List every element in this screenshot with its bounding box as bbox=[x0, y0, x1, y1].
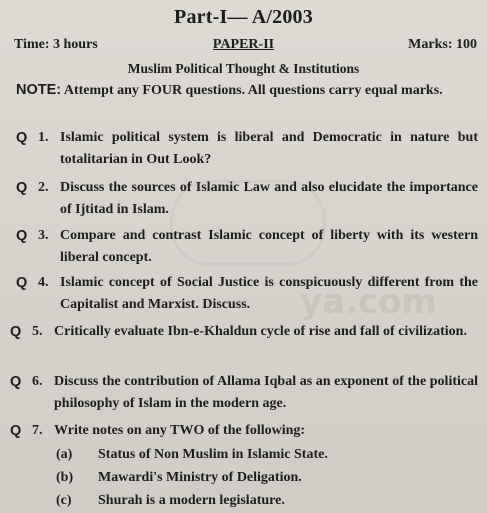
question-number: 7. bbox=[32, 423, 43, 438]
question-number: 3. bbox=[38, 228, 49, 243]
subject-title: Muslim Political Thought & Institutions bbox=[127, 61, 360, 76]
question-marker: Q bbox=[16, 275, 28, 291]
subpart-label: (c) bbox=[56, 493, 72, 508]
question-number: 2. bbox=[38, 180, 49, 195]
page-title: Part-I— A/2003 bbox=[174, 6, 313, 28]
subpart-text: Mawardi's Ministry of Deligation. bbox=[98, 470, 302, 485]
question-number: 4. bbox=[38, 275, 49, 290]
question-7 bbox=[10, 420, 478, 442]
question-text: Compare and contrast Islamic concept of liberty with its western liberal concept. bbox=[60, 228, 478, 265]
question-5 bbox=[10, 321, 478, 343]
subpart-text: Shurah is a modern legislature. bbox=[98, 493, 285, 508]
question-marker: Q bbox=[10, 324, 22, 340]
note-label: NOTE: bbox=[16, 82, 62, 98]
question-marker: Q bbox=[16, 228, 28, 244]
subpart-label: (b) bbox=[56, 470, 74, 485]
question-number: 1. bbox=[38, 130, 49, 145]
question-text: Critically evaluate Ibn-e-Khaldun cycle of rise and fall of civilization. bbox=[54, 324, 467, 339]
question-text: Write notes on any TWO of the following: bbox=[54, 423, 306, 438]
question-text: Discuss the contribution of Allama Iqbal as an exponent of the political philosophy of Islam in the modern age. bbox=[54, 374, 478, 411]
question-text: Discuss the sources of Islamic Law and also elucidate the importance of Ijtitad in Islam. bbox=[60, 180, 478, 217]
question-6 bbox=[10, 371, 478, 415]
question-number: 5. bbox=[32, 324, 43, 339]
question-marker: Q bbox=[16, 180, 28, 196]
subpart-b bbox=[56, 467, 302, 489]
note-text: Attempt any FOUR questions. All questions carry equal marks. bbox=[63, 83, 443, 98]
subpart-a bbox=[56, 444, 328, 466]
question-text: Islamic political system is liberal and Democratic in nature but totalitarian in Out Look? bbox=[60, 130, 478, 167]
time-label: Time: 3 hours bbox=[14, 37, 98, 52]
question-number: 6. bbox=[32, 374, 43, 389]
watermark-text: ya.com bbox=[300, 282, 437, 322]
question-4 bbox=[16, 272, 478, 316]
question-1 bbox=[16, 127, 478, 171]
paper-label: PAPER-II bbox=[212, 37, 275, 52]
instructions-note bbox=[16, 80, 477, 101]
marks-label: Marks: 100 bbox=[408, 37, 477, 52]
question-3 bbox=[16, 225, 478, 269]
question-marker: Q bbox=[10, 423, 22, 439]
subpart-c bbox=[56, 490, 285, 512]
question-2 bbox=[16, 177, 478, 221]
question-text: Islamic concept of Social Justice is conspicuously different from the Capitalist and Marxist. Discuss. bbox=[60, 275, 478, 312]
question-marker: Q bbox=[10, 374, 22, 390]
question-marker: Q bbox=[16, 130, 28, 146]
subpart-text: Status of Non Muslim in Islamic State. bbox=[98, 447, 328, 462]
subpart-label: (a) bbox=[56, 447, 73, 462]
